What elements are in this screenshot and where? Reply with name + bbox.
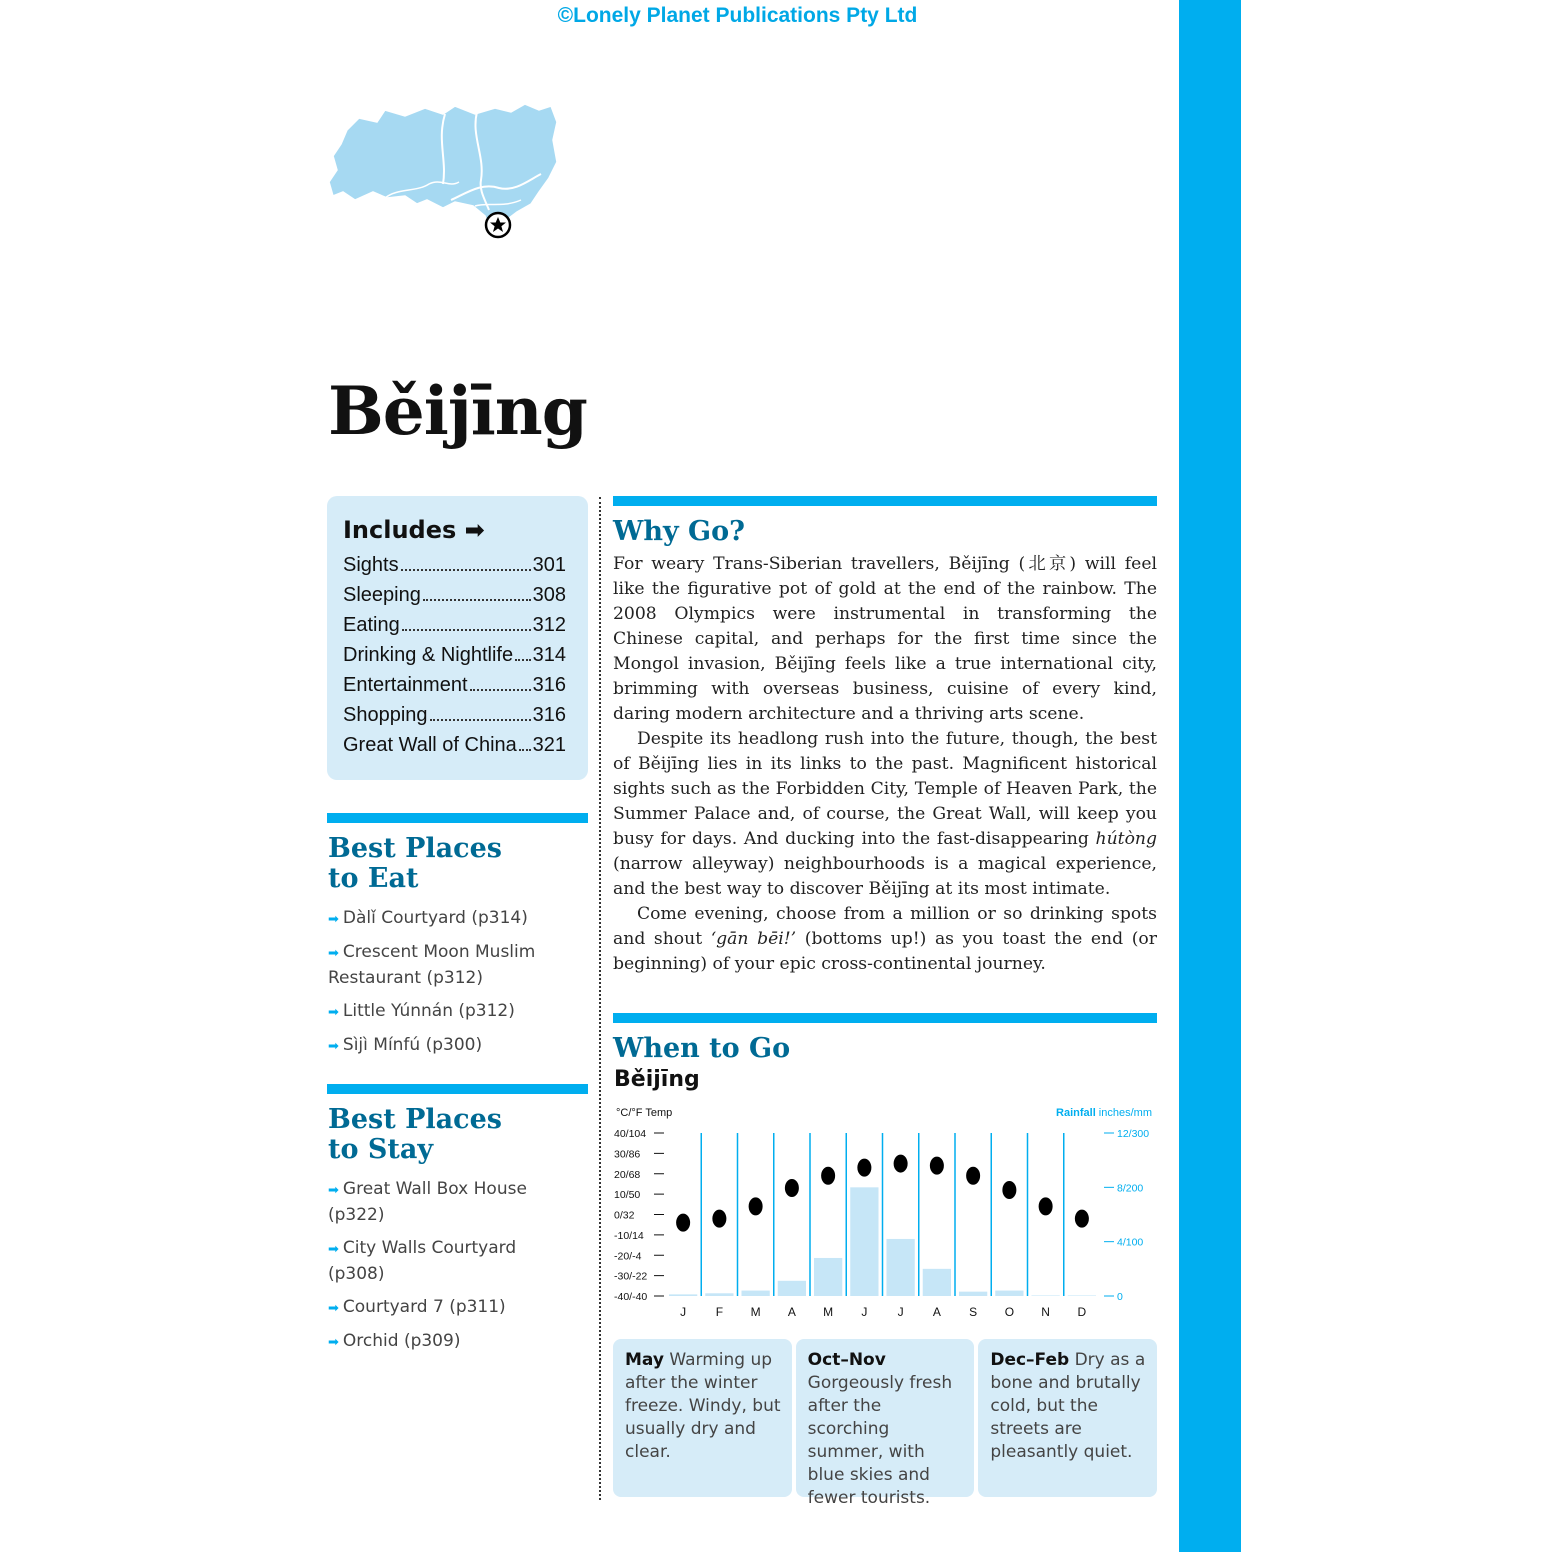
why-go-p2-text-end: (narrow alleyway) neighbourhoods is a magical experience, and the best way to discover Běijīng at its most intimate. [613,854,1157,899]
includes-item-label: Sleeping [343,584,421,606]
season-text: Gorgeously fresh after the scorching summer, with blue skies and fewer tourists. [807,1373,953,1508]
left-tick-label: 40/104 [614,1128,647,1140]
left-tick-label: -10/14 [614,1229,644,1242]
includes-item-label: Great Wall of China [343,734,517,756]
best-eat-heading-line1: Best Places [328,833,502,864]
temperature-point [1075,1210,1089,1228]
includes-box [327,496,588,780]
best-stay-heading-line2: to Stay [328,1134,434,1165]
temperature-point [930,1157,944,1175]
rainfall-bar [1068,1295,1096,1296]
season-box [796,1339,975,1508]
right-tick-label: 12/300 [1117,1128,1150,1140]
month-label: A [787,1305,796,1319]
list-item[interactable] [328,999,568,1025]
includes-item-label: Eating [343,614,400,636]
includes-item-label: Drinking & Nightlife [343,644,514,666]
rainfall-bar [923,1269,951,1296]
left-tick-label: 30/86 [614,1148,641,1161]
chapter-tab-band [1179,0,1241,1552]
includes-item-page: 316 [532,704,566,726]
right-tick-label: 0 [1117,1291,1123,1303]
list-item[interactable] [328,940,568,991]
section-rule [327,813,588,823]
temperature-point [966,1167,980,1185]
locator-map [325,100,565,240]
season-label: Oct–Nov [807,1350,886,1370]
list-item[interactable] [328,1033,568,1059]
month-label: J [680,1305,687,1319]
month-label: M [750,1305,761,1319]
left-tick-label: -30/-22 [614,1270,648,1283]
arrow-right-icon: ➡ [328,912,339,927]
season-box [613,1339,792,1497]
best-eat-list [328,906,568,1059]
list-item[interactable] [328,1177,568,1228]
leader-dots [401,569,531,571]
includes-item[interactable] [343,670,566,700]
includes-item-label: Entertainment [343,674,468,696]
includes-item-label: Shopping [343,704,428,726]
season-boxes [613,1339,1157,1508]
rainfall-bar [887,1239,915,1296]
why-go-paragraph-1: For weary Trans-Siberian travellers, Běijīng (北京) will feel like the figurative pot of gold at the end of the rainbow. The 2008 Olympics were instrumental in transforming the Chinese capital, and perhaps for the first time since the Mongol invasion, Běijīng feels like a true international city, brimming with overseas business, cuisine of every kind, daring modern architecture and a thriving arts scene. [613,554,1157,724]
season-text: Warming up after the winter freeze. Windy, but usually dry and clear. [625,1350,781,1462]
season-box [978,1339,1157,1497]
rainfall-bar [742,1291,770,1296]
includes-item-page: 312 [532,614,566,636]
rainfall-bar [1032,1295,1060,1296]
when-to-go-heading: When to Go [613,1033,791,1064]
best-eat-heading [328,834,568,894]
why-go-p2-text: Despite its headlong rush into the future, though, the best of Běijīng lies in its links to the past. Magnificent historical sights such as the Forbidden City, Temple of Heaven Park, the Summer Palace and, of course, the Great Wall, will keep you busy for days. And ducking into the fast-disappearing [613,729,1157,849]
why-go-p2-term: hútòng [1095,829,1157,849]
page-title: Běijīng [328,372,587,450]
arrow-right-icon: ➡ [328,1183,339,1198]
best-eat-section [328,834,568,1067]
list-item-text: Orchid (p309) [342,1331,461,1351]
temperature-point [1002,1181,1016,1199]
right-tick-label: 4/100 [1117,1236,1144,1249]
list-item-text: Great Wall Box House (p322) [328,1179,527,1225]
month-label: J [897,1305,904,1319]
rainfall-bar [959,1292,987,1296]
includes-list [343,550,566,760]
star-in-circle-icon [486,213,510,237]
arrow-right-icon: ➡ [328,946,339,961]
arrow-right-icon: ➡ [328,1242,339,1257]
copyright-line: ©Lonely Planet Publications Pty Ltd [557,4,918,27]
list-item-text: Courtyard 7 (p311) [342,1297,506,1317]
left-axis-title: °C/°F Temp [616,1107,673,1119]
month-label: J [861,1305,868,1319]
best-stay-list [328,1177,568,1355]
season-label: May [625,1350,664,1370]
list-item-text: City Walls Courtyard (p308) [328,1238,517,1284]
chart-city-label: Běijīng [614,1067,700,1092]
list-item[interactable] [328,1295,568,1321]
month-label: D [1077,1305,1087,1319]
includes-item-page: 316 [532,674,566,696]
section-rule [613,1013,1157,1023]
why-go-p3-text: Come evening, choose from a million or so drinking spots and shout [613,904,1157,949]
temperature-point [712,1210,726,1228]
why-go-body [613,552,1157,977]
arrow-right-icon: ➡ [328,1301,339,1316]
left-tick-label: 0/32 [614,1209,635,1222]
list-item[interactable] [328,1329,568,1355]
season-label: Dec–Feb [990,1350,1070,1370]
season-text: Dry as a bone and brutally cold, but the streets are pleasantly quiet. [990,1350,1146,1462]
leader-dots [515,659,531,661]
rainfall-bar [995,1291,1023,1296]
includes-item-page: 321 [532,734,566,756]
month-label: O [1004,1305,1015,1319]
leader-dots [402,629,531,631]
right-tick-label: 8/200 [1117,1182,1144,1195]
section-rule [327,1084,588,1094]
temperature-point [857,1159,871,1177]
month-label: S [969,1305,978,1319]
why-go-p3-term: ‘gān bēi!’ [710,929,797,949]
rainfall-bar [850,1187,878,1296]
climate-chart [610,1100,1160,1325]
month-label: N [1041,1305,1050,1319]
includes-item-label: Sights [343,554,399,576]
left-tick-label: 20/68 [614,1168,641,1181]
arrow-right-icon: ➡ [464,516,485,544]
leader-dots [423,599,531,601]
temperature-point [676,1214,690,1232]
list-item-text: Little Yúnnán (p312) [342,1001,515,1021]
month-label: M [823,1305,834,1319]
list-item-text: Dàlǐ Courtyard (p314) [342,908,528,928]
rainfall-bar [669,1294,697,1296]
temperature-point [785,1179,799,1197]
includes-item[interactable] [343,640,566,670]
includes-heading-label: Includes [343,516,457,544]
arrow-right-icon: ➡ [328,1039,339,1054]
why-go-heading: Why Go? [613,516,745,547]
rainfall-bar [705,1293,733,1296]
month-label: A [932,1305,941,1319]
includes-item[interactable] [343,730,566,760]
left-tick-label: -40/-40 [614,1291,648,1303]
arrow-right-icon: ➡ [328,1005,339,1020]
leader-dots [519,749,531,751]
temperature-point [1039,1197,1053,1215]
left-tick-label: 10/50 [614,1189,641,1202]
why-go-p3-text-end: (bottoms up!) as you toast the end (or beginning) of your epic cross-continental journey. [613,929,1157,974]
list-item-text: Crescent Moon Muslim Restaurant (p312) [328,942,536,988]
includes-item-page: 308 [532,584,566,606]
right-axis-title: Rainfall inches/mm [1056,1107,1152,1119]
includes-item-page: 301 [532,554,566,576]
temperature-point [821,1167,835,1185]
why-go-paragraph-2 [613,727,1157,902]
arrow-right-icon: ➡ [328,1335,339,1350]
best-stay-heading-line1: Best Places [328,1104,502,1135]
list-item-text: Sìjì Mínfú (p300) [342,1035,483,1055]
temperature-point [749,1197,763,1215]
leader-dots [470,689,531,691]
best-eat-heading-line2: to Eat [328,863,419,894]
month-label: F [715,1305,724,1319]
includes-item-page: 314 [532,644,566,666]
includes-item[interactable] [343,550,566,580]
list-item[interactable] [328,906,568,932]
best-stay-heading [328,1105,568,1165]
temperature-point [894,1155,908,1173]
why-go-paragraph-3 [613,902,1157,977]
left-tick-label: -20/-4 [614,1250,642,1263]
leader-dots [430,719,531,721]
column-divider [599,497,601,1500]
includes-item[interactable] [343,610,566,640]
rainfall-bar [778,1281,806,1296]
rainfall-bar [814,1258,842,1296]
includes-item[interactable] [343,700,566,730]
includes-item[interactable] [343,580,566,610]
best-stay-section [328,1105,568,1363]
includes-heading [343,516,566,544]
list-item[interactable] [328,1236,568,1287]
section-rule [613,496,1157,506]
